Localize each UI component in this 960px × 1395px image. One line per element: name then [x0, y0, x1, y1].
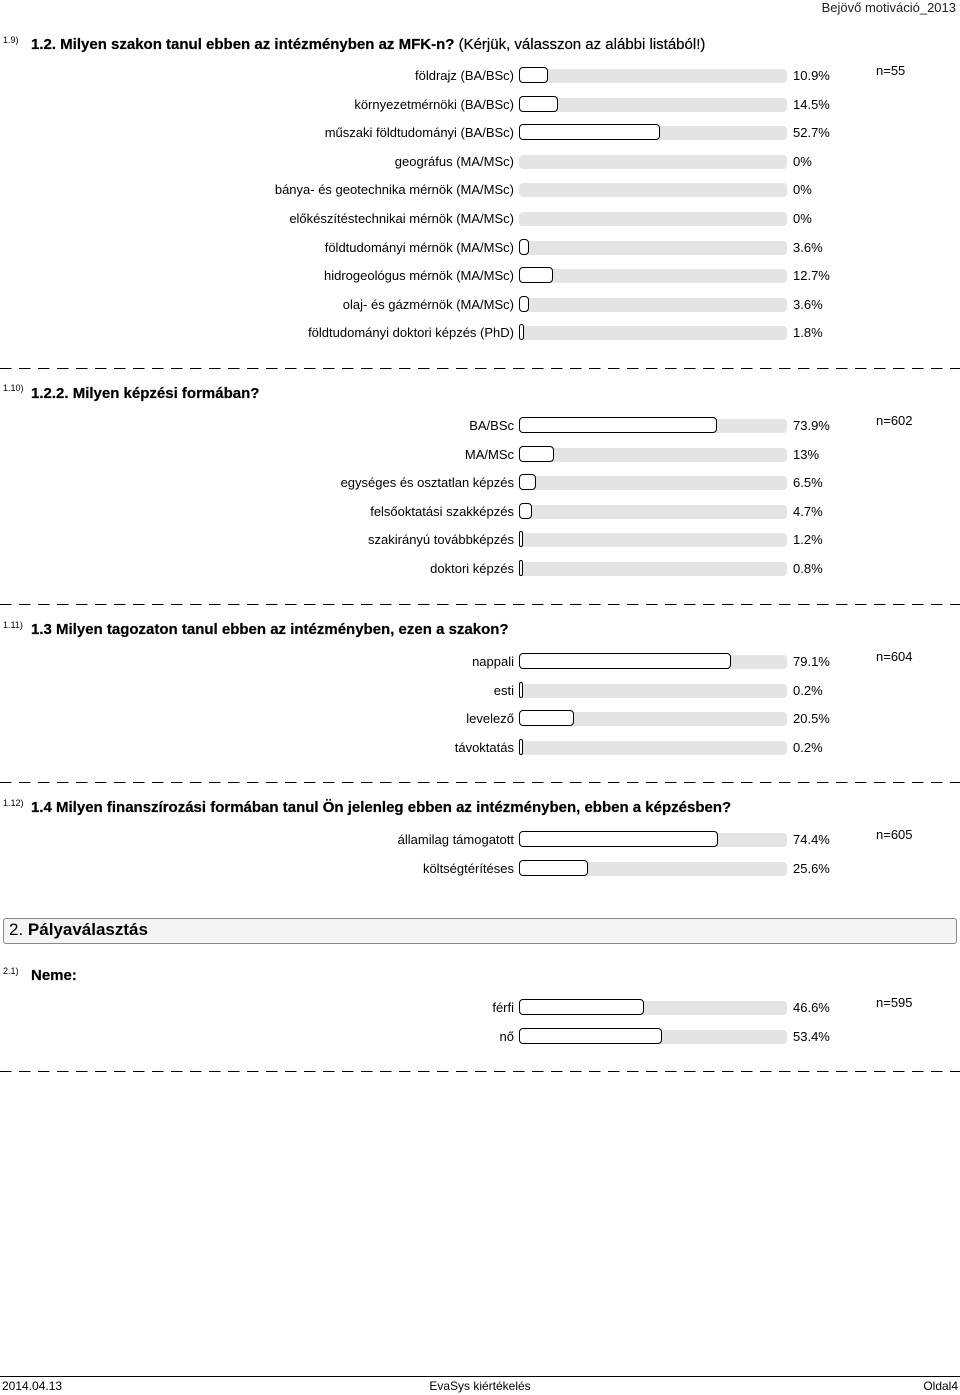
answer-label: költségtérítéses — [422, 860, 514, 876]
answer-percent: 46.6% — [793, 1000, 830, 1015]
answer-row — [0, 239, 960, 259]
answer-row — [0, 831, 960, 851]
bar-fill — [519, 239, 529, 255]
bar-fill — [519, 831, 718, 847]
answer-label: esti — [493, 682, 514, 698]
bar-fill — [519, 267, 553, 283]
answer-percent: 0% — [793, 182, 812, 198]
answer-label: előkészítéstechnikai mérnök (MA/MSc) — [289, 211, 514, 226]
answer-label: nő — [499, 1028, 514, 1044]
answer-percent: 0.2% — [793, 682, 823, 698]
answer-row — [0, 999, 960, 1019]
answer-row — [0, 181, 960, 201]
answer-row — [0, 124, 960, 144]
bar-fill — [519, 474, 536, 490]
sample-size: n=605 — [876, 827, 913, 842]
bar-fill — [519, 446, 554, 462]
answer-row — [0, 417, 960, 437]
question-title-note: (Kérjük, válasszon az alábbi listából!) — [454, 36, 706, 53]
answer-row — [0, 503, 960, 523]
answer-label: földtudományi mérnök (MA/MSc) — [324, 239, 514, 255]
answer-percent: 4.7% — [793, 503, 823, 519]
bar-track — [519, 212, 787, 226]
answer-row — [0, 560, 960, 580]
answer-row — [0, 153, 960, 173]
answer-percent: 0% — [793, 153, 812, 169]
sample-size: n=595 — [876, 995, 913, 1010]
question-number: 1.9) — [3, 35, 19, 45]
answer-row — [0, 267, 960, 287]
divider — [0, 368, 960, 369]
answer-label: szakirányú továbbképzés — [368, 532, 514, 548]
bar-track — [519, 684, 787, 698]
answer-percent: 10.9% — [793, 68, 830, 83]
section-header — [3, 918, 957, 944]
bar-fill — [519, 560, 523, 576]
bar-track — [519, 155, 787, 169]
bar-fill — [519, 96, 558, 112]
divider — [0, 604, 960, 605]
bar-track — [519, 183, 787, 197]
answer-percent: 52.7% — [793, 125, 830, 141]
bar-track — [519, 98, 787, 112]
footer-date: 2014.04.13 — [2, 1379, 63, 1393]
bar-fill — [519, 1028, 662, 1044]
answer-row — [0, 710, 960, 730]
answer-label: államilag támogatott — [397, 832, 514, 847]
bar-track — [519, 476, 787, 490]
divider — [0, 1071, 960, 1072]
footer-divider — [0, 1376, 960, 1377]
bar-track — [519, 241, 787, 255]
answer-label: egységes és osztatlan képzés — [340, 475, 514, 491]
answer-label: hidrogeológus mérnök (MA/MSc) — [323, 268, 514, 284]
answer-percent: 0.2% — [793, 739, 823, 755]
answer-row — [0, 860, 960, 880]
bar-fill — [519, 124, 660, 140]
answer-percent: 74.4% — [793, 832, 830, 847]
section-title: Pályaválasztás — [27, 920, 148, 939]
answer-row — [0, 210, 960, 230]
footer-center: EvaSys kiértékelés — [429, 1379, 531, 1393]
answer-percent: 73.9% — [793, 418, 830, 433]
answer-percent: 20.5% — [793, 711, 830, 727]
answer-label: férfi — [492, 1000, 514, 1015]
answer-percent: 6.5% — [793, 475, 823, 491]
answer-row — [0, 474, 960, 494]
answer-row — [0, 531, 960, 551]
bar-fill — [519, 296, 529, 312]
bar-track — [519, 505, 787, 519]
bar-fill — [519, 860, 588, 876]
answer-row — [0, 682, 960, 702]
sample-size: n=55 — [876, 63, 906, 78]
bar-fill — [519, 999, 644, 1015]
question-number: 2.1) — [3, 966, 19, 976]
answer-row — [0, 739, 960, 759]
answer-row — [0, 296, 960, 316]
question-number: 1.10) — [3, 383, 24, 393]
answer-percent: 0% — [793, 211, 812, 226]
question-number: 1.11) — [3, 620, 23, 630]
answer-label: bánya- és geotechnika mérnök (MA/MSc) — [274, 182, 514, 198]
answer-label: környezetmérnöki (BA/BSc) — [354, 96, 514, 112]
answer-label: nappali — [472, 654, 514, 669]
bar-fill — [519, 531, 523, 547]
answer-percent: 14.5% — [793, 96, 830, 112]
bar-track — [519, 533, 787, 547]
bar-fill — [519, 324, 524, 340]
answer-label: műszaki földtudományi (BA/BSc) — [324, 125, 514, 141]
answer-row — [0, 96, 960, 116]
bar-track — [519, 562, 787, 576]
question-title: 1.2.2. Milyen képzési formában? — [31, 385, 260, 402]
divider — [0, 782, 960, 783]
question-title — [31, 36, 705, 53]
answer-percent: 79.1% — [793, 654, 830, 669]
answer-percent: 13% — [793, 446, 820, 462]
bar-fill — [519, 503, 532, 519]
bar-track — [519, 298, 787, 312]
answer-percent: 12.7% — [793, 268, 830, 284]
answer-label: földrajz (BA/BSc) — [415, 68, 514, 83]
footer — [2, 1379, 958, 1393]
answer-label: olaj- és gázmérnök (MA/MSc) — [342, 296, 514, 312]
question-title: 1.3 Milyen tagozaton tanul ebben az intézményben, ezen a szakon? — [31, 621, 509, 638]
answer-label: távoktatás — [454, 739, 514, 755]
sample-size: n=604 — [876, 649, 913, 664]
question-title: Neme: — [31, 967, 77, 984]
answer-label: felsőoktatási szakképzés — [370, 503, 514, 519]
question-title: 1.4 Milyen finanszírozási formában tanul Ön jelenleg ebben az intézményben, ebben a képzésben? — [31, 799, 732, 816]
answer-label: földtudományi doktori képzés (PhD) — [308, 325, 514, 341]
bar-track — [519, 269, 787, 283]
bar-fill — [519, 682, 523, 698]
answer-label: doktori képzés — [430, 561, 514, 576]
answer-row — [0, 324, 960, 344]
bar-track — [519, 326, 787, 340]
answer-percent: 53.4% — [793, 1028, 830, 1044]
sample-size: n=602 — [876, 413, 913, 428]
answer-percent: 3.6% — [793, 239, 823, 255]
answer-percent: 0.8% — [793, 561, 823, 576]
report-header-title: Bejövő motiváció_2013 — [821, 0, 956, 15]
answer-row — [0, 1028, 960, 1048]
answer-label: levelező — [466, 711, 514, 727]
bar-fill — [519, 653, 731, 669]
bar-track — [519, 448, 787, 462]
answer-row — [0, 67, 960, 87]
answer-percent: 1.8% — [793, 325, 823, 341]
answer-percent: 3.6% — [793, 296, 823, 312]
bar-fill — [519, 710, 574, 726]
bar-track — [519, 741, 787, 755]
answer-percent: 25.6% — [793, 860, 830, 876]
section-number: 2. — [9, 920, 24, 939]
answer-row — [0, 653, 960, 673]
answer-label: geográfus (MA/MSc) — [394, 153, 514, 169]
bar-fill — [519, 67, 548, 83]
bar-fill — [519, 739, 523, 755]
answer-label: MA/MSc — [464, 446, 514, 462]
bar-track — [519, 69, 787, 83]
footer-page: Oldal4 — [923, 1379, 958, 1393]
bar-fill — [519, 417, 717, 433]
answer-percent: 1.2% — [793, 532, 823, 548]
answer-row — [0, 446, 960, 466]
question-title-bold: 1.2. Milyen szakon tanul ebben az intézményben az MFK-n? — [31, 36, 455, 53]
answer-label: BA/BSc — [469, 418, 514, 433]
question-number: 1.12) — [3, 798, 24, 808]
